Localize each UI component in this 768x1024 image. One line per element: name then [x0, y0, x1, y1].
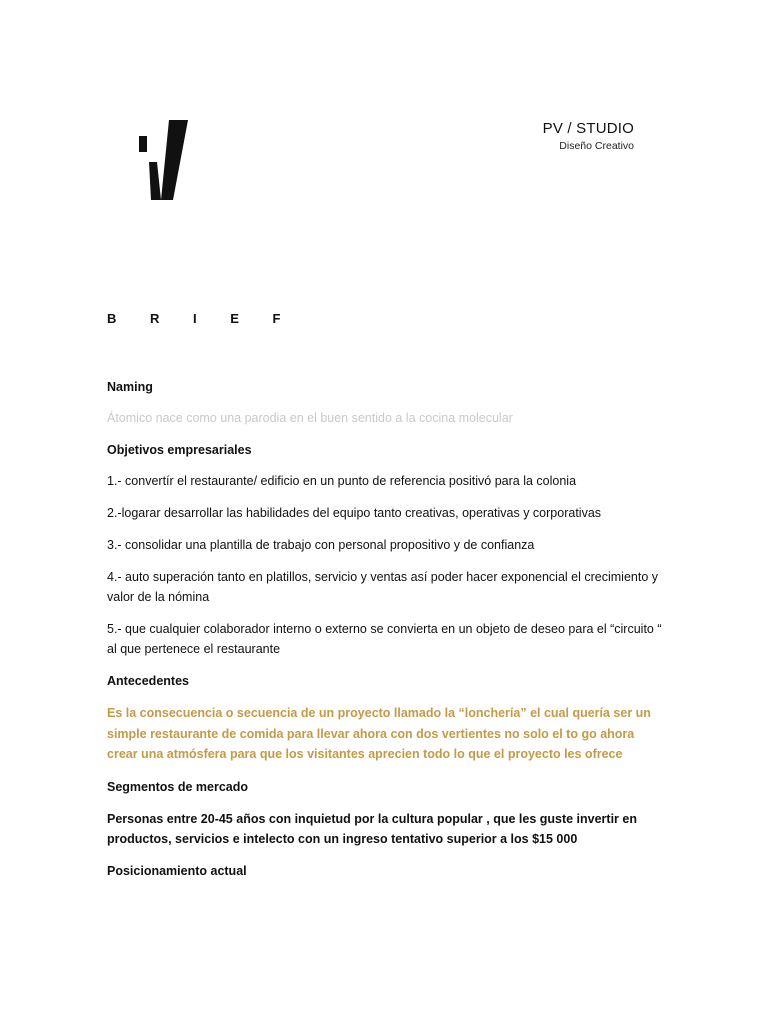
segments-text: Personas entre 20-45 años con inquietud por la cultura popular , que les guste invertir en productos, servicios e intelecto con un ingreso tentativo superior a los $15 000: [107, 811, 637, 846]
brief-document: [107, 310, 667, 881]
objective-item: 4.- auto superación tanto en platillos, servicio y ventas así poder hacer exponencial el crecimiento y valor de la nómina: [107, 570, 658, 604]
studio-name: PV / STUDIO: [542, 120, 634, 137]
naming-heading: Naming: [107, 380, 153, 394]
naming-text: Átomico nace como una parodia en el buen sentido a la cocina molecular: [107, 411, 513, 425]
positioning-heading: Posicionamiento actual: [107, 863, 247, 878]
studio-header: [543, 120, 634, 153]
objective-item: 5.- que cualquier colaborador interno o externo se convierta en un objeto de deseo para el “circuito “ al que pertenece el restaurante: [107, 622, 662, 656]
objective-item: 3.- consolidar una plantilla de trabajo con personal propositivo y de confianza: [107, 538, 535, 552]
objectives-heading: Objetivos empresariales: [107, 443, 252, 457]
segments-heading: Segmentos de mercado: [107, 779, 249, 794]
background-text: Es la consecuencia o secuencia de un proyecto llamado la “lonchería” el cual quería ser un simple restaurante de comida para llevar ahora con dos vertientes no solo el to go ahora crear una atmósfera para que los visitantes aprecien todo lo que el proyecto les ofrece: [107, 706, 651, 761]
pv-studio-logo: [135, 118, 191, 202]
objective-item: 2.-logarar desarrollar las habilidades del equipo tanto creativas, operativas y corporativas: [107, 506, 602, 520]
document-title: B R I E F: [107, 311, 296, 326]
studio-tagline: Diseño Creativo: [559, 140, 634, 152]
background-heading: Antecedentes: [107, 674, 189, 688]
objective-item: 1.- convertír el restaurante/ edificio en un punto de referencia positivó para la colonia: [107, 474, 577, 488]
